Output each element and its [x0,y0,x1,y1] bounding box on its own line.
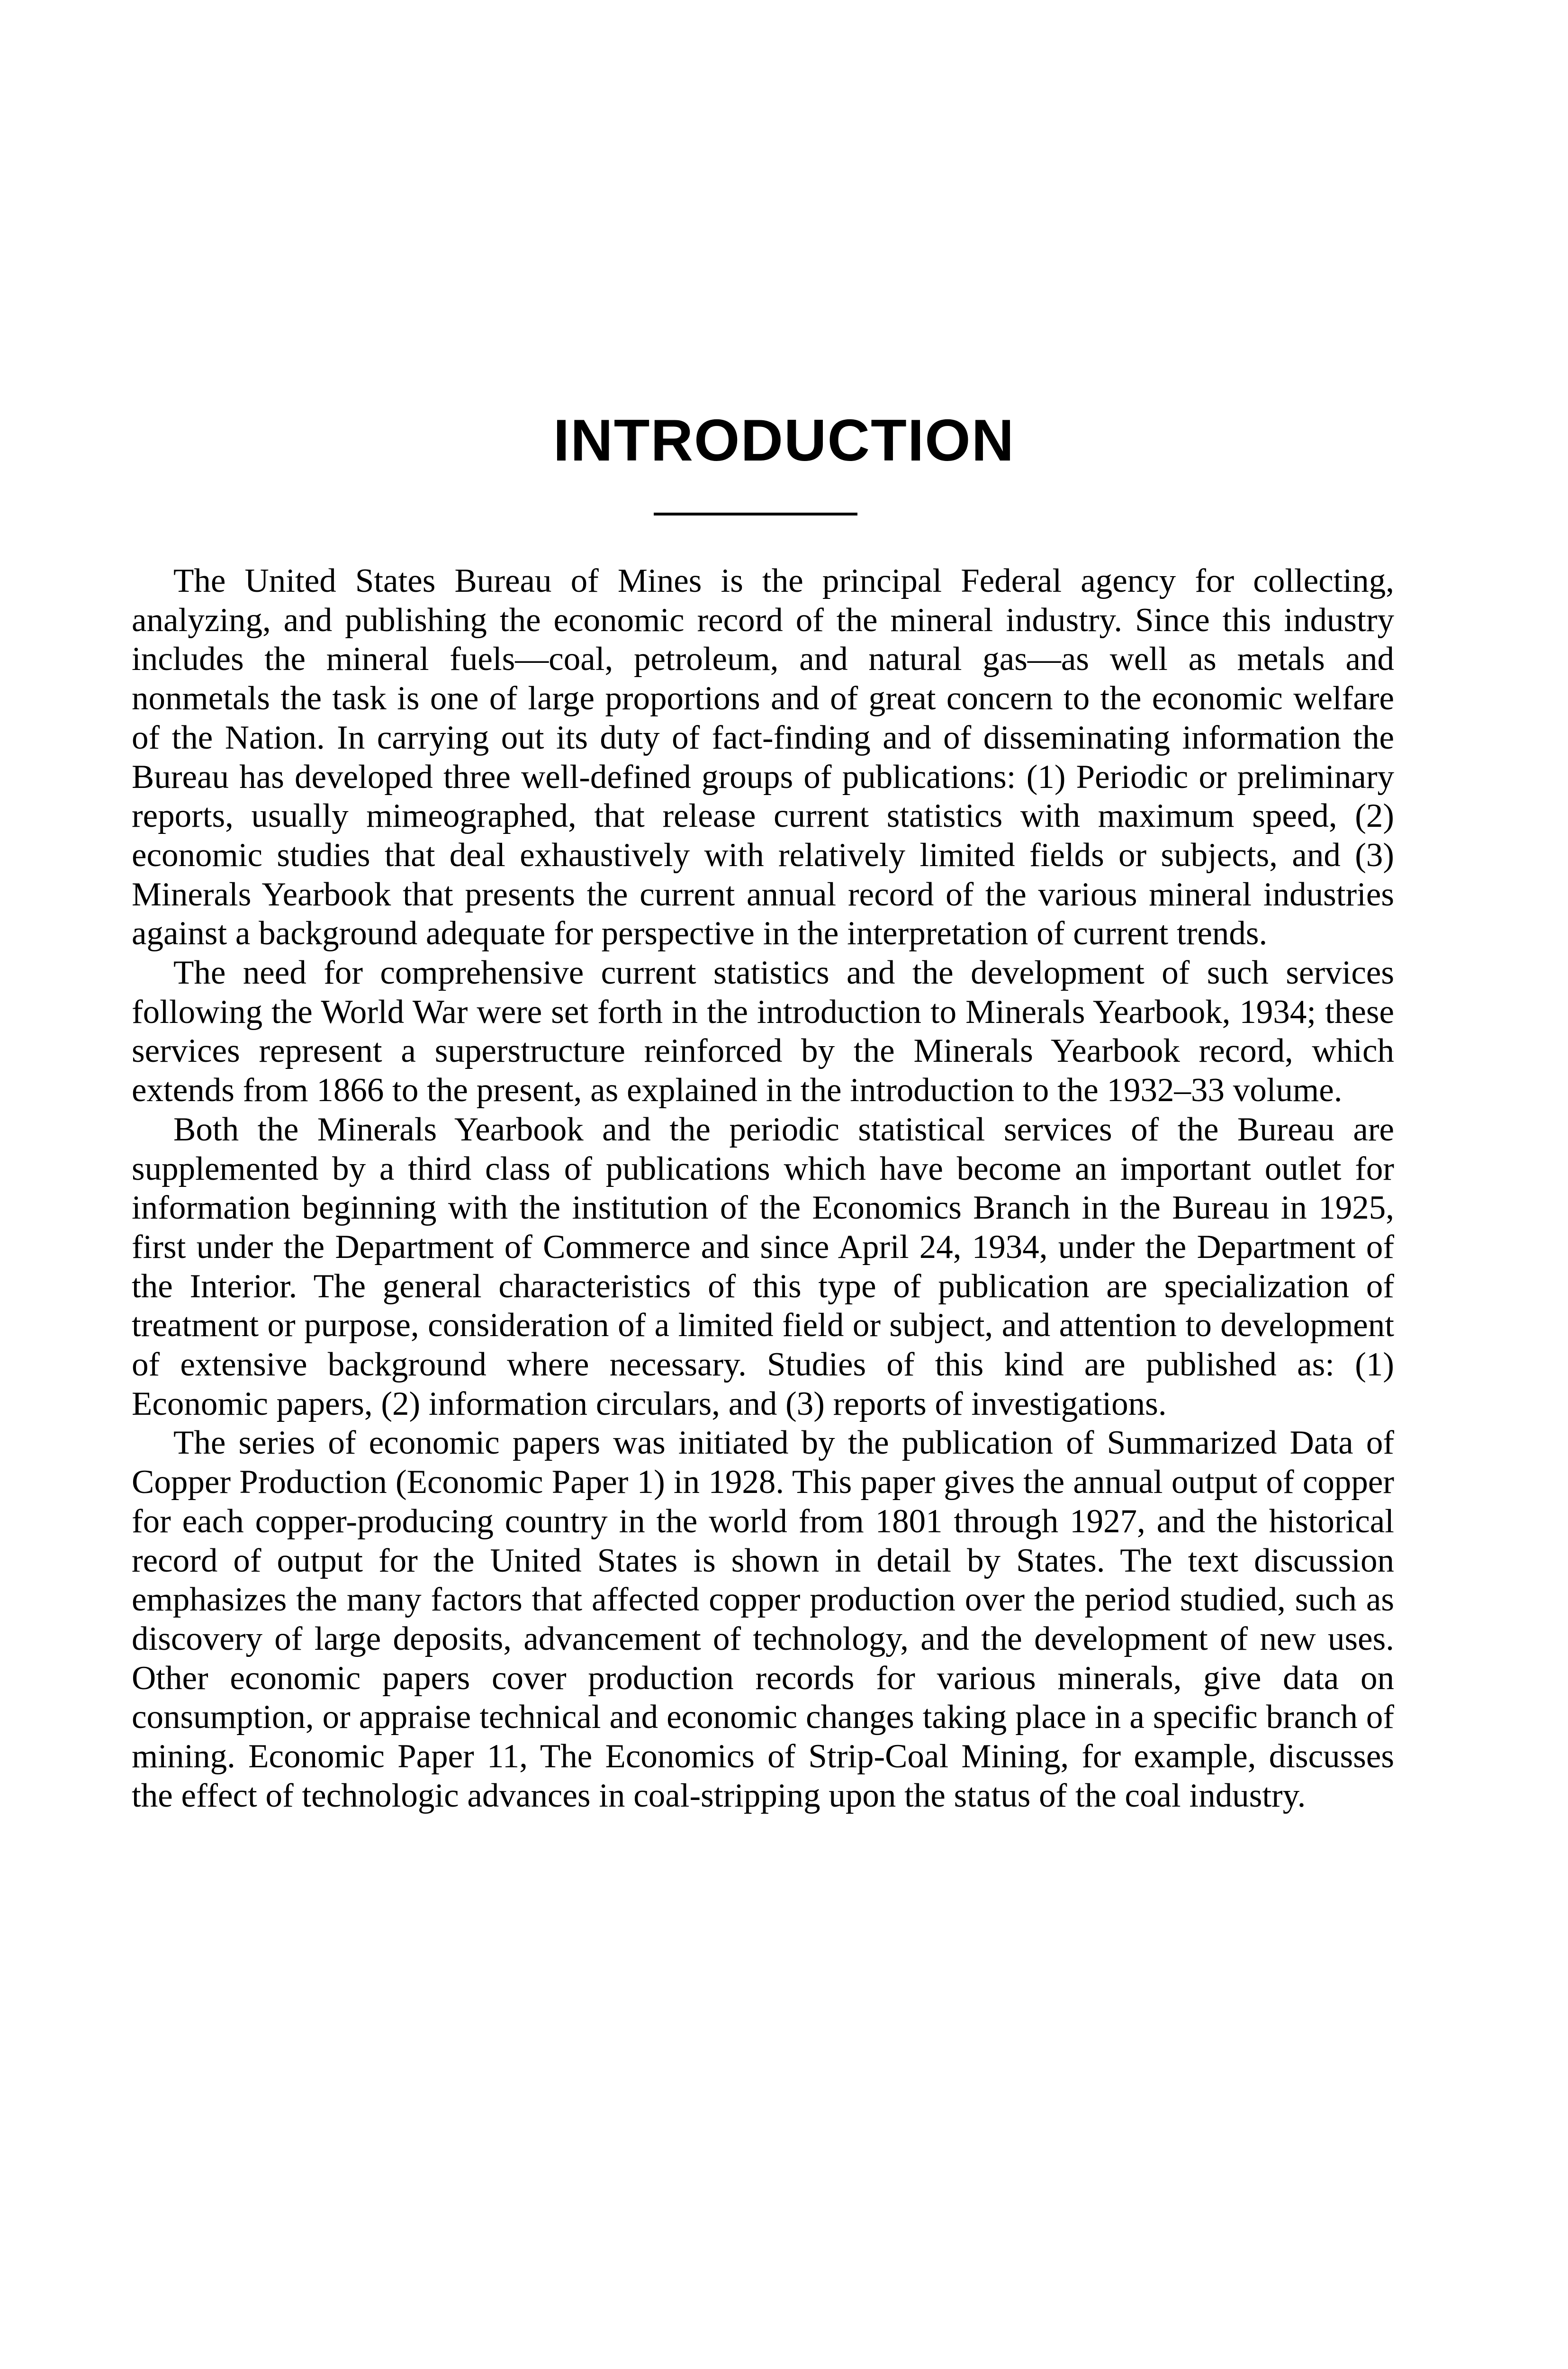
paragraph-1: The United States Bureau of Mines is the principal Federal agency for collecting, analyzing, and publishing the economic record of the mineral industry. Since this industry includes the mineral fuels—coal, petroleum, and natural gas—as well as metals and nonmetals the task is one of large proportions and of great concern to the economic welfare of the Nation. In carrying out its duty of fact-finding and of disseminating information the Bureau has developed three well-defined groups of publications: (1) Periodic or preliminary reports, usually mimeographed, that release current statistics with maximum speed, (2) economic studies that deal exhaustively with relatively limited fields or subjects, and (3) Minerals Yearbook that presents the current annual record of the various mineral industries against a background adequate for perspective in the interpretation of current trends. [132,562,1394,952]
paragraph-3: Both the Minerals Yearbook and the periodic statistical services of the Bureau are supplemented by a third class of publications which have become an important outlet for information beginning with the institution of the Economics Branch in the Bureau in 1925, first under the Department of Commerce and since April 24, 1934, under the Department of the Interior. The general characteristics of this type of publication are specialization of treatment or purpose, consideration of a limited field or subject, and attention to development of extensive background where necessary. Studies of this kind are published as: (1) Economic papers, (2) information circulars, and (3) reports of investigations. [132,1111,1394,1422]
title-divider [654,513,857,515]
paragraph-2: The need for comprehensive current statistics and the development of such services following the World War were set forth in the introduction to Minerals Yearbook, 1934; these services represent a superstructure reinforced by the Minerals Yearbook record, which extends from 1866 to the present, as explained in the introduction to the 1932–33 volume. [132,954,1394,1109]
body-text [132,561,1394,1816]
paragraph-4: The series of economic papers was initiated by the publication of Summarized Data of Copper Production (Economic Paper 1) in 1928. This paper gives the annual output of copper for each copper-producing country in the world from 1801 through 1927, and the historical record of output for the United States is shown in detail by States. The text discussion emphasizes the many factors that affected copper production over the period studied, such as discovery of large deposits, advancement of technology, and the development of new uses. Other economic papers cover production records for various minerals, give data on consumption, or appraise technical and economic changes taking place in a specific branch of mining. Economic Paper 11, The Economics of Strip-Coal Mining, for example, discusses the effect of technologic advances in coal-stripping upon the status of the coal industry. [132,1424,1394,1814]
page-title: INTRODUCTION [553,408,1015,473]
